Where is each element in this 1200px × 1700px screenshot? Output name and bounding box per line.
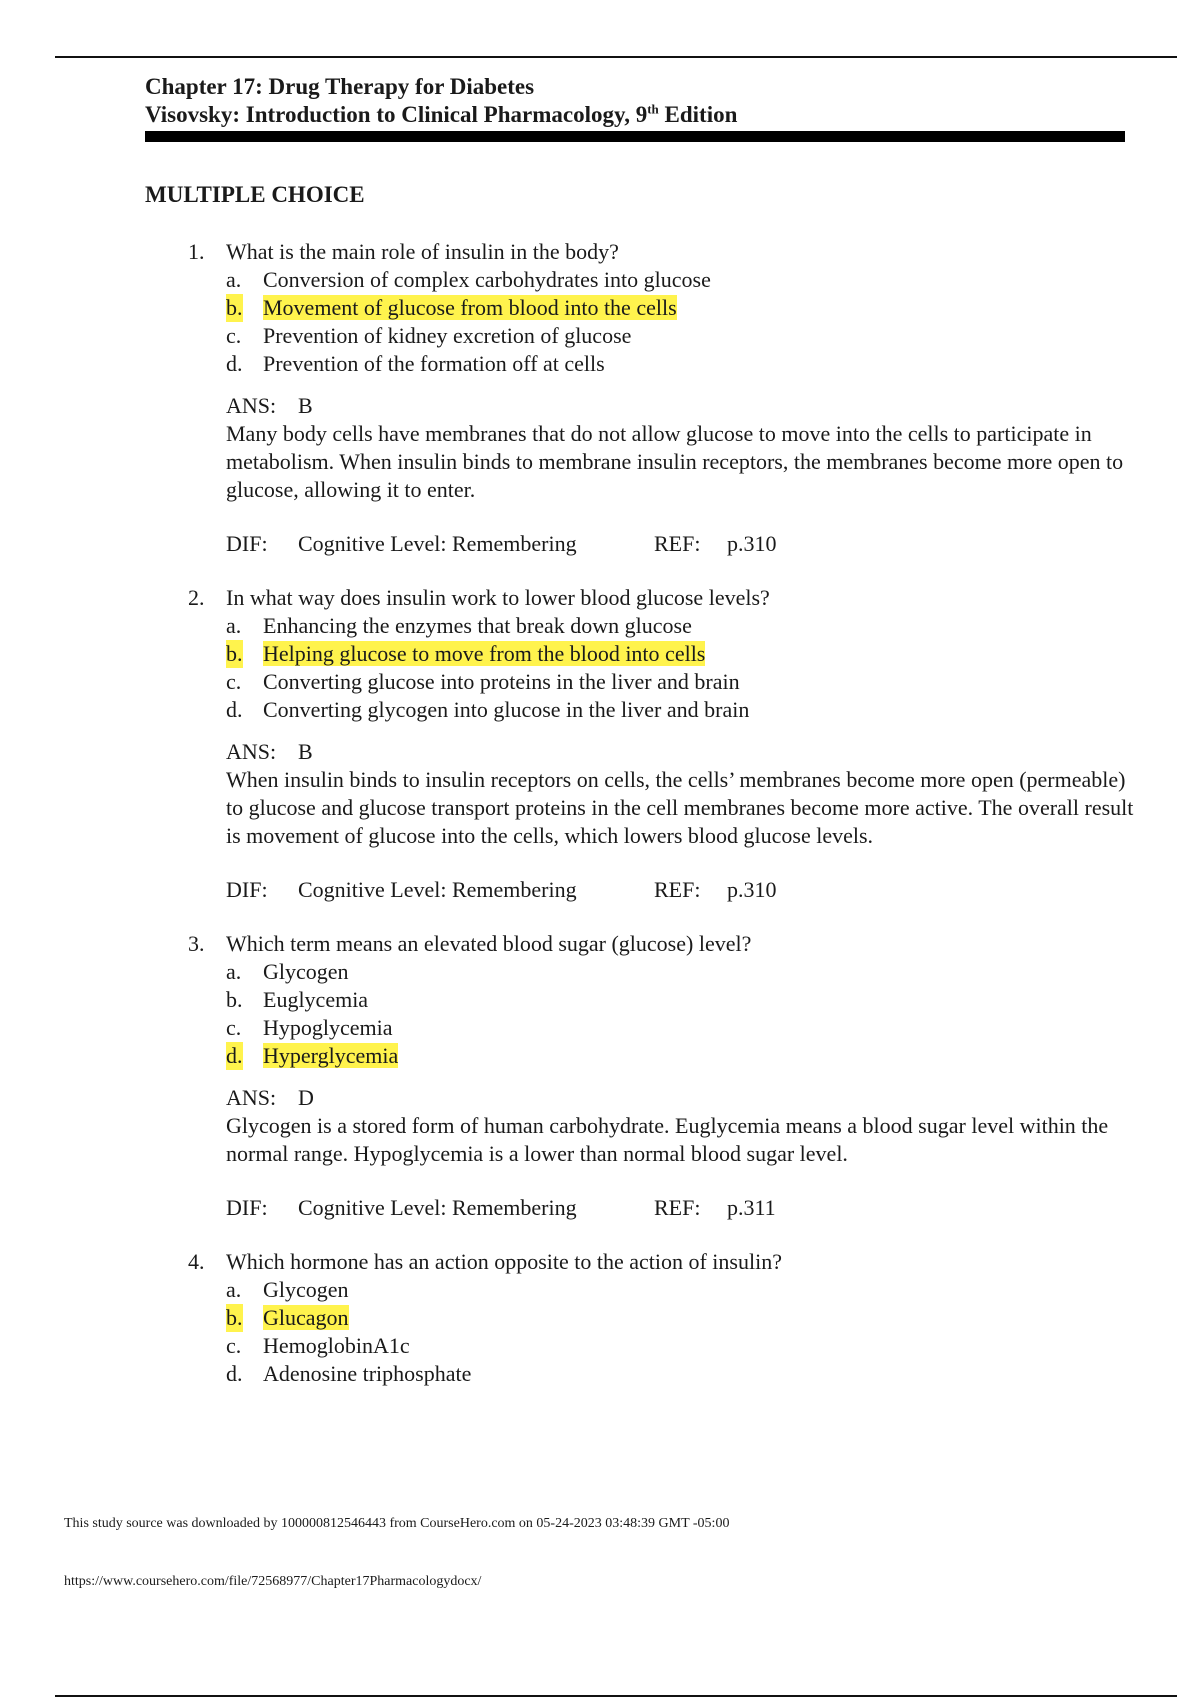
answer-line xyxy=(0,1084,1200,1112)
option-text: Prevention of the formation off at cells xyxy=(263,351,605,376)
option-text: HemoglobinA1c xyxy=(263,1333,410,1358)
ref-page: p.311 xyxy=(727,1195,776,1220)
question-2 xyxy=(0,584,1200,904)
question-1 xyxy=(0,238,1200,558)
edition-suffix: Edition xyxy=(658,102,738,127)
book-title-text: Visovsky: Introduction to Clinical Pharmacology, 9 xyxy=(145,102,648,127)
option-d xyxy=(0,1360,1200,1388)
option-letter: d. xyxy=(226,1043,243,1068)
question-text: What is the main role of insulin in the body? xyxy=(226,239,619,264)
option-letter: c. xyxy=(226,669,242,694)
answer-value: D xyxy=(298,1085,314,1110)
dif-label: DIF: xyxy=(226,531,268,556)
option-letter: a. xyxy=(226,613,242,638)
difficulty-line xyxy=(0,530,1200,558)
option-letter: b. xyxy=(226,641,243,666)
option-d-correct xyxy=(0,1042,1200,1070)
option-b-correct xyxy=(0,1304,1200,1332)
option-letter: c. xyxy=(226,1015,242,1040)
ref-page: p.310 xyxy=(727,531,777,556)
option-text: Converting glucose into proteins in the liver and brain xyxy=(263,669,740,694)
answer-line xyxy=(0,392,1200,420)
difficulty-line xyxy=(0,876,1200,904)
option-list xyxy=(0,612,1200,724)
option-c xyxy=(0,1332,1200,1360)
section-title: MULTIPLE CHOICE xyxy=(145,182,365,207)
book-title xyxy=(145,101,737,129)
dif-label: DIF: xyxy=(226,877,268,902)
option-c xyxy=(0,1014,1200,1042)
option-a xyxy=(0,612,1200,640)
option-list xyxy=(0,1276,1200,1388)
question-stem xyxy=(0,930,1200,958)
option-c xyxy=(0,668,1200,696)
option-letter: a. xyxy=(226,959,242,984)
option-a xyxy=(0,266,1200,294)
option-d xyxy=(0,350,1200,378)
question-stem xyxy=(0,584,1200,612)
option-c xyxy=(0,322,1200,350)
question-number: 1. xyxy=(188,239,205,264)
ref-page: p.310 xyxy=(727,877,777,902)
option-list xyxy=(0,266,1200,378)
rationale: Many body cells have membranes that do not allow glucose to move into the cells to participate in metabolism. When insulin binds to membrane insulin receptors, the membranes become more open to glucose, allowing it to enter. xyxy=(226,421,1124,502)
option-text: Enhancing the enzymes that break down glucose xyxy=(263,613,692,638)
option-a xyxy=(0,958,1200,986)
question-list xyxy=(0,238,1200,1414)
top-rule xyxy=(55,56,1177,58)
option-text: Conversion of complex carbohydrates into glucose xyxy=(263,267,711,292)
option-letter: a. xyxy=(226,267,242,292)
edition-superscript: th xyxy=(647,101,659,117)
option-letter: c. xyxy=(226,323,242,348)
chapter-title: Chapter 17: Drug Therapy for Diabetes xyxy=(145,74,535,99)
source-url[interactable]: https://www.coursehero.com/file/72568977/Chapter17Pharmacologydocx/ xyxy=(64,1574,482,1589)
question-3 xyxy=(0,930,1200,1222)
question-4 xyxy=(0,1248,1200,1388)
question-number: 2. xyxy=(188,585,205,610)
ref-label: REF: xyxy=(654,1195,701,1220)
option-letter: c. xyxy=(226,1333,242,1358)
download-note: This study source was downloaded by 100000812546443 from CourseHero.com on 05-24-2023 03:48:39 GMT -05:00 xyxy=(64,1516,730,1531)
option-text: Euglycemia xyxy=(263,987,369,1012)
option-d xyxy=(0,696,1200,724)
document-header xyxy=(145,73,737,129)
dif-label: DIF: xyxy=(226,1195,268,1220)
option-letter: a. xyxy=(226,1277,242,1302)
question-stem xyxy=(0,238,1200,266)
option-letter: d. xyxy=(226,697,243,722)
option-b-correct xyxy=(0,294,1200,322)
option-text: Helping glucose to move from the blood into cells xyxy=(263,641,706,666)
option-text: Hyperglycemia xyxy=(263,1043,399,1068)
option-letter: b. xyxy=(226,1305,243,1330)
option-text: Converting glycogen into glucose in the liver and brain xyxy=(263,697,750,722)
cognitive-level: Cognitive Level: Remembering xyxy=(298,1195,577,1220)
ref-label: REF: xyxy=(654,531,701,556)
answer-line xyxy=(0,738,1200,766)
option-text: Hypoglycemia xyxy=(263,1015,393,1040)
cognitive-level: Cognitive Level: Remembering xyxy=(298,877,577,902)
option-letter: b. xyxy=(226,987,243,1012)
answer-label: ANS: xyxy=(226,393,277,418)
option-text: Adenosine triphosphate xyxy=(263,1361,472,1386)
answer-label: ANS: xyxy=(226,1085,277,1110)
option-text: Glycogen xyxy=(263,959,349,984)
option-text: Glycogen xyxy=(263,1277,349,1302)
question-text: In what way does insulin work to lower blood glucose levels? xyxy=(226,585,770,610)
answer-label: ANS: xyxy=(226,739,277,764)
option-b xyxy=(0,986,1200,1014)
question-stem xyxy=(0,1248,1200,1276)
cognitive-level: Cognitive Level: Remembering xyxy=(298,531,577,556)
answer-value: B xyxy=(298,393,313,418)
rationale: When insulin binds to insulin receptors on cells, the cells’ membranes become more open (permeable) to glucose and glucose transport proteins in the cell membranes become more active. The overall result is movement of glucose into the cells, which lowers blood glucose levels. xyxy=(226,767,1134,848)
difficulty-line xyxy=(0,1194,1200,1222)
question-text: Which hormone has an action opposite to the action of insulin? xyxy=(226,1249,782,1274)
rationale: Glycogen is a stored form of human carbohydrate. Euglycemia means a blood sugar level within the normal range. Hypoglycemia is a lower than normal blood sugar level. xyxy=(226,1113,1109,1166)
option-text: Prevention of kidney excretion of glucose xyxy=(263,323,632,348)
option-letter: d. xyxy=(226,1361,243,1386)
option-text: Glucagon xyxy=(263,1305,349,1330)
option-letter: b. xyxy=(226,295,243,320)
question-number: 3. xyxy=(188,931,205,956)
header-bar xyxy=(145,131,1125,142)
option-a xyxy=(0,1276,1200,1304)
ref-label: REF: xyxy=(654,877,701,902)
option-text: Movement of glucose from blood into the cells xyxy=(263,295,677,320)
bottom-rule xyxy=(55,1695,1177,1697)
answer-value: B xyxy=(298,739,313,764)
option-list xyxy=(0,958,1200,1070)
option-b-correct xyxy=(0,640,1200,668)
question-text: Which term means an elevated blood sugar (glucose) level? xyxy=(226,931,752,956)
question-number: 4. xyxy=(188,1249,205,1274)
option-letter: d. xyxy=(226,351,243,376)
